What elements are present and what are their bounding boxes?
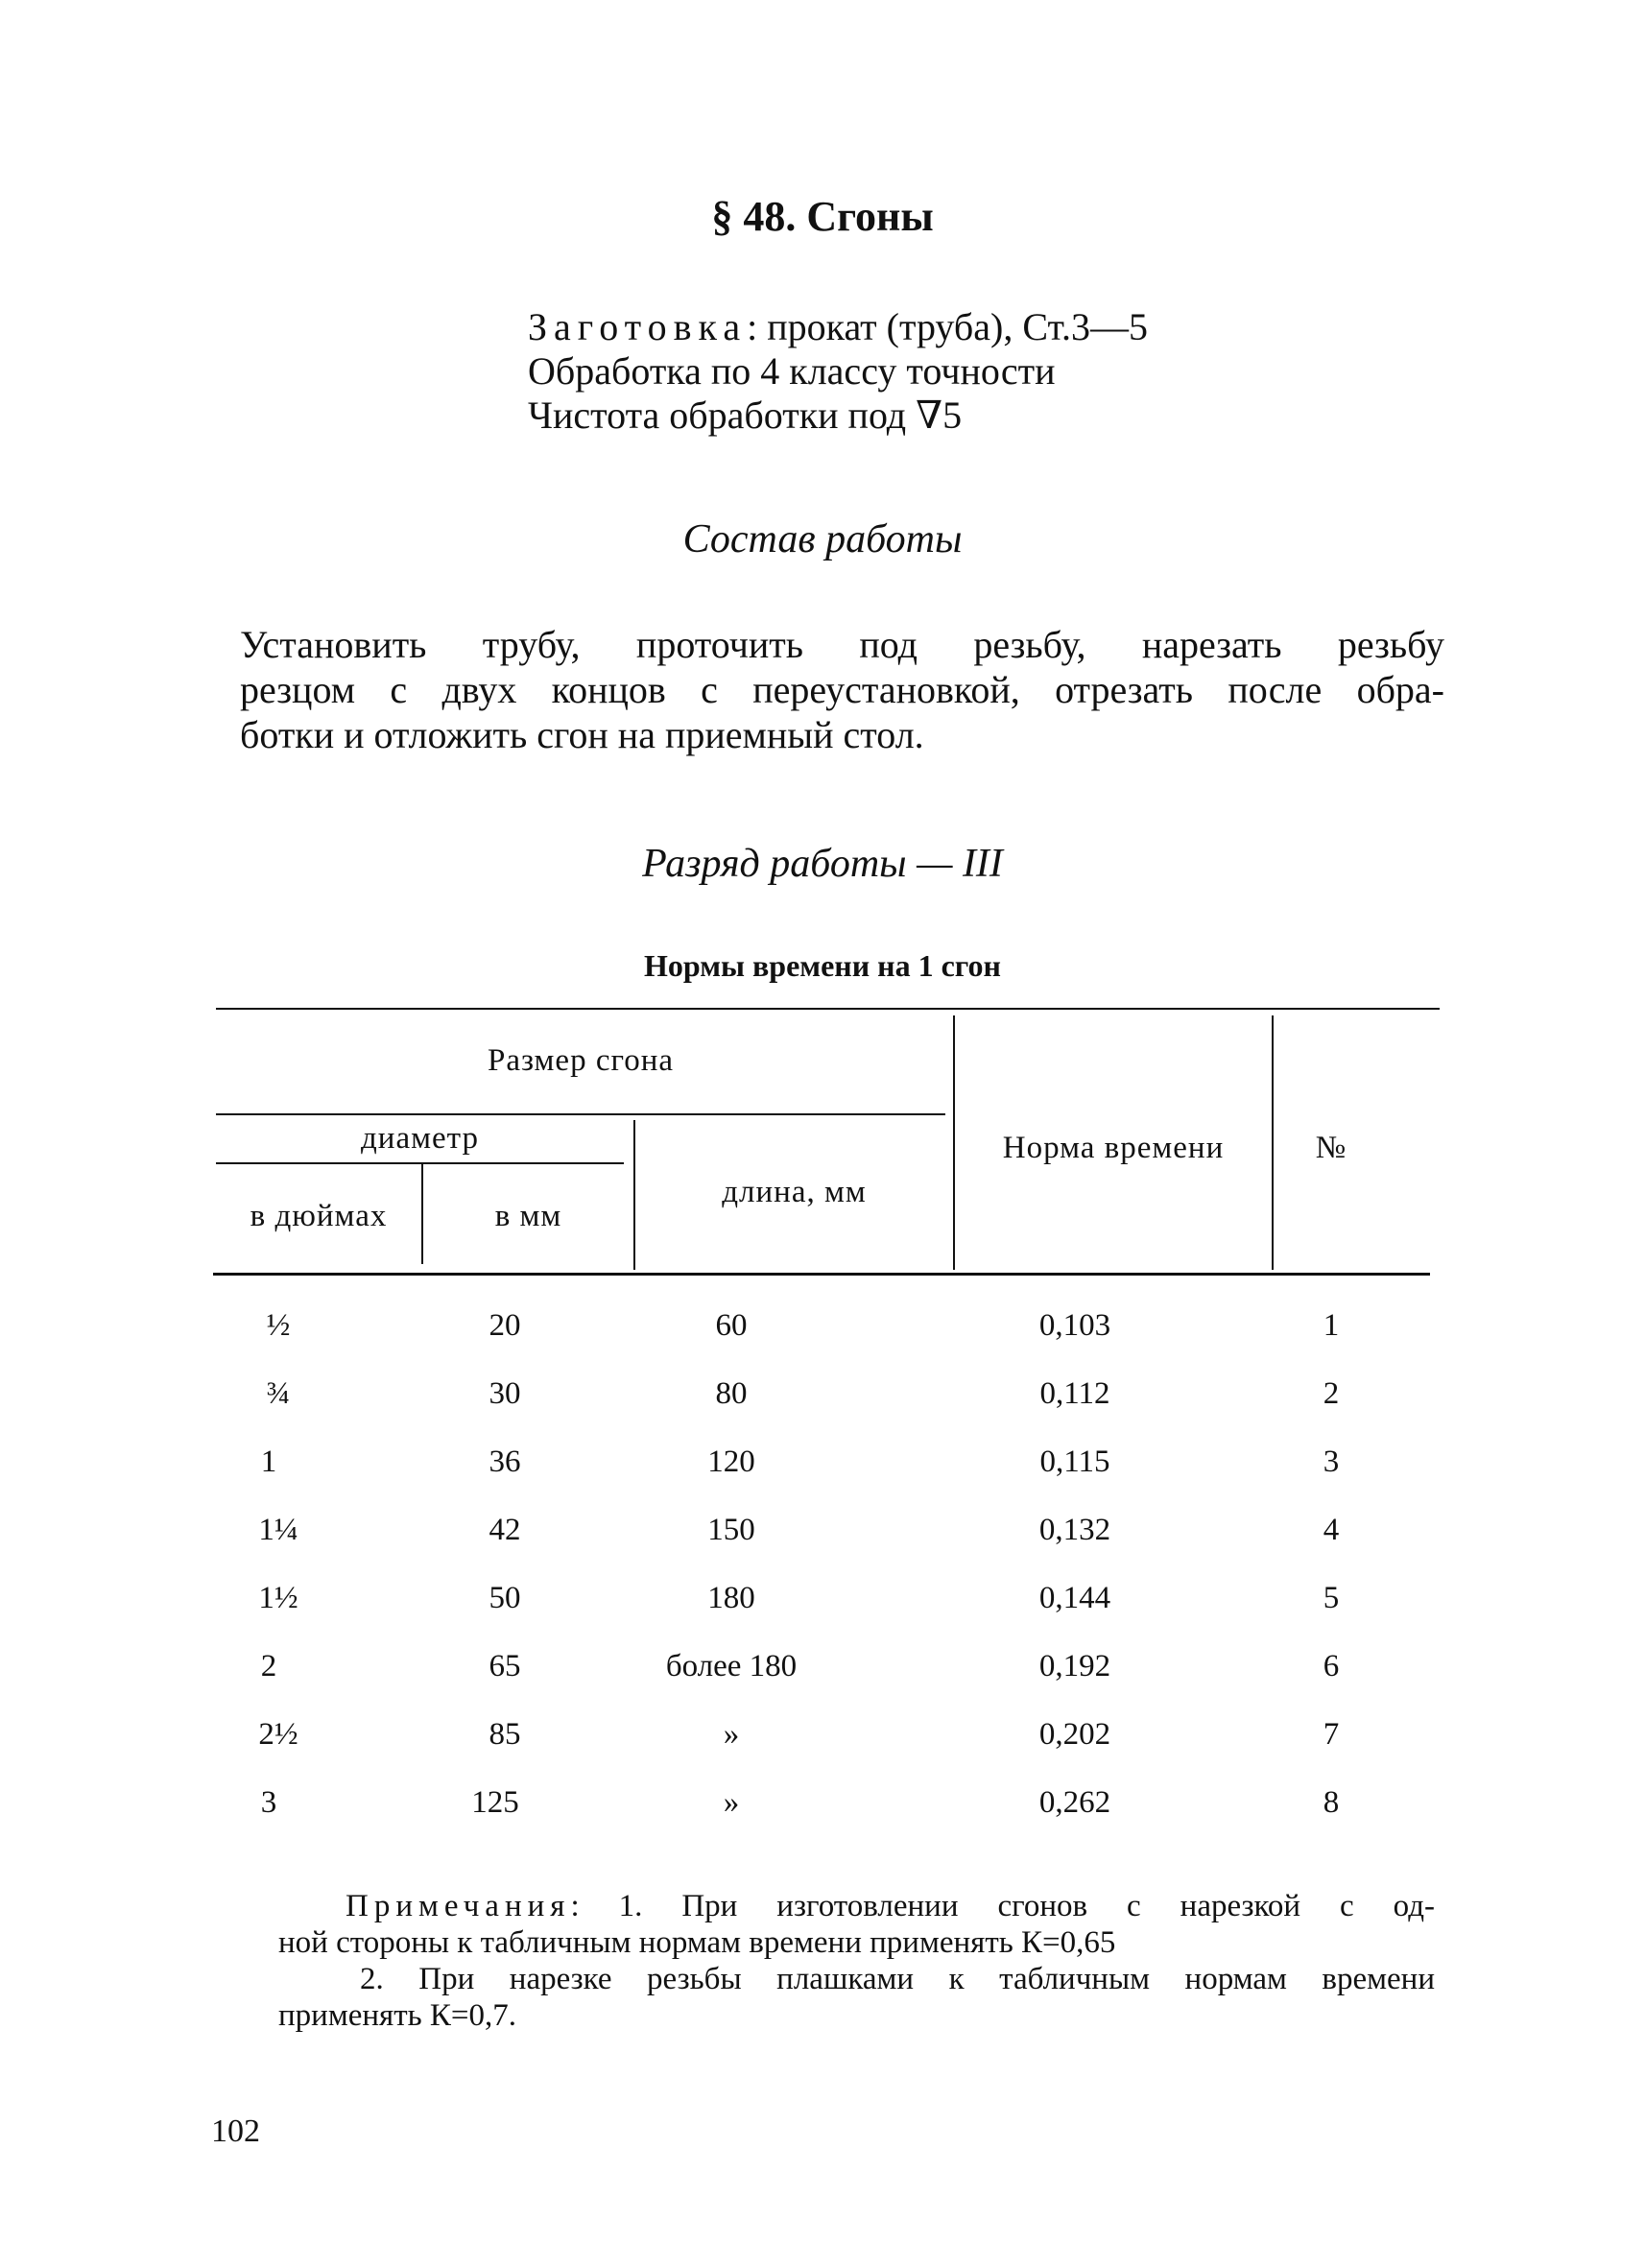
cell-norm: 0,132: [1038, 1513, 1111, 1547]
table-size-subrule: [216, 1113, 945, 1115]
cell-length: 60: [715, 1308, 748, 1343]
cell-number: 6: [1323, 1649, 1340, 1683]
cell-mm: 20: [489, 1308, 521, 1343]
cell-number: 8: [1323, 1785, 1340, 1820]
table-diameter-subrule: [216, 1162, 624, 1164]
cell-mm: 42: [489, 1513, 521, 1547]
cell-inches: ¾: [266, 1376, 291, 1411]
cell-number: 4: [1323, 1513, 1340, 1547]
cell-mm: 30: [489, 1376, 521, 1411]
cell-norm: 0,112: [1039, 1376, 1110, 1411]
header-inches: в дюймах: [250, 1199, 388, 1233]
cell-number: 1: [1323, 1308, 1340, 1343]
cell-mm: 85: [489, 1717, 521, 1752]
notes-label: Примечания: [346, 1889, 571, 1923]
cell-mm: 125: [471, 1785, 519, 1820]
cell-norm: 0,262: [1038, 1785, 1111, 1820]
cell-inches: 1½: [258, 1581, 298, 1615]
work-grade: Разряд работы — III: [642, 842, 1003, 886]
cell-norm: 0,202: [1038, 1717, 1111, 1752]
cell-length: более 180: [665, 1649, 798, 1683]
header-diameter: диаметр: [361, 1121, 479, 1156]
cell-norm: 0,144: [1038, 1581, 1111, 1615]
cell-number: 7: [1323, 1717, 1340, 1752]
header-norm: Норма времени: [1002, 1131, 1225, 1165]
header-mm: в мм: [494, 1199, 562, 1233]
note-2-line-1: 2. При нарезке резьбы плашками к табличным нормам времени: [360, 1962, 1435, 1996]
note-1-text-a: : 1. При изготовлении сгонов с нарезкой с од-: [570, 1889, 1435, 1923]
cell-number: 2: [1323, 1376, 1340, 1411]
note-2-line-2: применять К=0,7.: [278, 1998, 517, 2033]
spec-blank-line: [528, 305, 1148, 349]
work-description-line-3: ботки и отложить сгон на приемный стол.: [240, 713, 924, 756]
notes-block: [346, 1888, 1435, 1924]
cell-mm: 65: [489, 1649, 521, 1683]
work-description: [240, 622, 1444, 757]
spec-blank-value: : прокат (труба), Ст.3—5: [747, 305, 1148, 348]
note-1-line-1: [346, 1888, 1435, 1924]
cell-number: 5: [1323, 1581, 1340, 1615]
note-1-line-2: ной стороны к табличным нормам времени применять К=0,65: [278, 1925, 1116, 1960]
cell-inches: 2½: [258, 1717, 298, 1752]
cell-number: 3: [1323, 1444, 1340, 1479]
page-number: 102: [211, 2113, 260, 2149]
header-length: длина, мм: [722, 1175, 867, 1209]
spec-processing: Обработка по 4 классу точности: [528, 349, 1056, 393]
work-description-line-1: Установить трубу, проточить под резьбу, нарезать резьбу: [240, 623, 1444, 666]
cell-mm: 50: [489, 1581, 521, 1615]
cell-inches: 2: [260, 1649, 277, 1683]
spec-blank-label: Заготовка: [528, 305, 748, 348]
cell-inches: 3: [260, 1785, 277, 1820]
table-caption: Нормы времени на 1 сгон: [644, 948, 1001, 983]
cell-mm: 36: [489, 1444, 521, 1479]
header-number: №: [1315, 1131, 1347, 1165]
cell-length: »: [723, 1785, 740, 1820]
cell-norm: 0,192: [1038, 1649, 1111, 1683]
work-heading: Состав работы: [682, 517, 963, 561]
cell-inches: 1: [260, 1444, 277, 1479]
cell-length: 180: [707, 1581, 755, 1615]
cell-norm: 0,103: [1038, 1308, 1111, 1343]
cell-inches: 1¼: [258, 1513, 298, 1547]
section-title: § 48. Сгоны: [711, 193, 934, 240]
table-top-rule: [216, 1008, 1440, 1010]
cell-length: »: [723, 1717, 740, 1752]
cell-length: 80: [715, 1376, 748, 1411]
cell-length: 150: [707, 1513, 755, 1547]
table-header-bottom-rule: [213, 1273, 1430, 1276]
header-size: Размер сгона: [487, 1043, 674, 1078]
work-description-line-2: резцом с двух концов с переустановкой, отрезать после обра-: [240, 668, 1444, 711]
cell-inches: ½: [266, 1308, 291, 1343]
cell-norm: 0,115: [1039, 1444, 1110, 1479]
cell-length: 120: [707, 1444, 755, 1479]
spec-finish: Чистота обработки под ∇5: [528, 394, 963, 437]
